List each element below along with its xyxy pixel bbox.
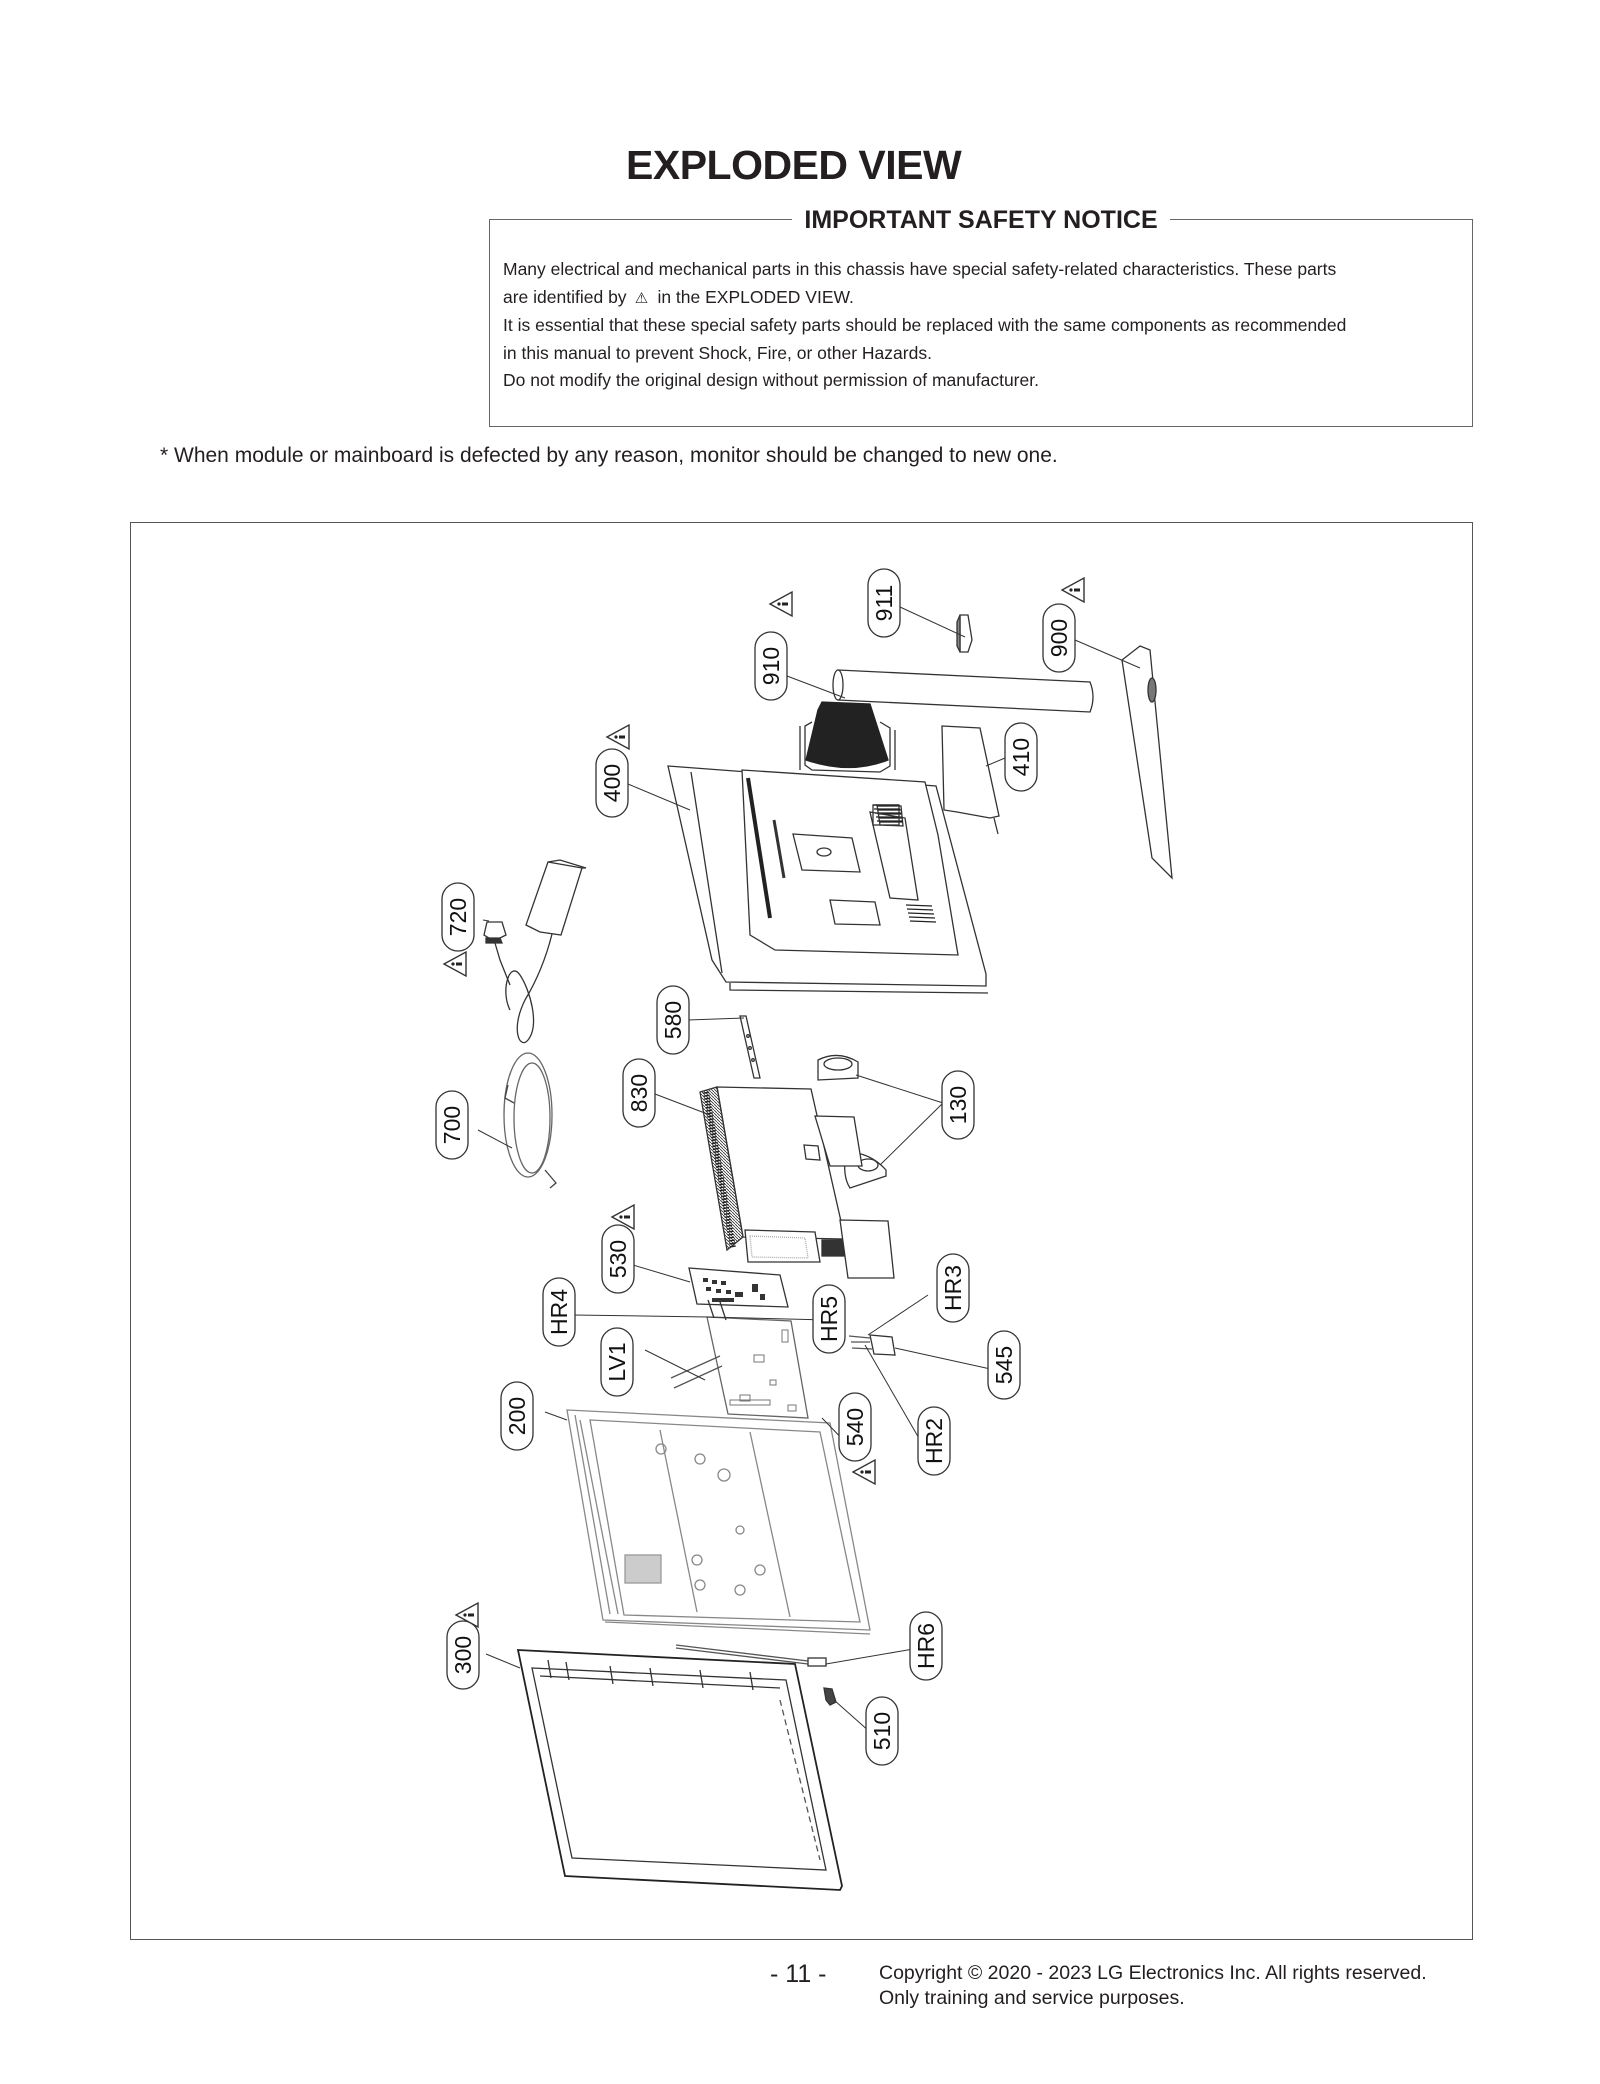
svg-text:910: 910 (758, 646, 784, 686)
lcd-module-part (567, 1407, 870, 1634)
stand-cap-part (957, 615, 972, 652)
callout-lv1 (601, 1328, 633, 1396)
warning-triangle-icon (444, 952, 466, 976)
front-bezel-part (518, 1650, 842, 1890)
callout-545 (988, 1331, 1020, 1399)
svg-text:LV1: LV1 (604, 1342, 630, 1382)
svg-text:545: 545 (991, 1345, 1017, 1385)
notice-line: in this manual to prevent Shock, Fire, or other Hazards. (503, 342, 932, 363)
svg-text:900: 900 (1046, 618, 1072, 658)
callout-540 (839, 1393, 871, 1461)
svg-text:HR2: HR2 (921, 1417, 947, 1465)
svg-text:830: 830 (626, 1073, 652, 1113)
warning-triangle-icon (1062, 578, 1084, 602)
warning-triangle-icon (607, 725, 629, 749)
callout-300 (447, 1621, 479, 1689)
svg-text:300: 300 (450, 1635, 476, 1675)
usage-text: Only training and service purposes. (879, 1987, 1185, 2009)
svg-text:700: 700 (439, 1105, 465, 1145)
callout-910 (755, 632, 787, 700)
svg-text:HR6: HR6 (913, 1622, 939, 1670)
lvds-cable-part (671, 1356, 722, 1388)
svg-text:510: 510 (869, 1711, 895, 1751)
callout-510 (866, 1697, 898, 1765)
callout-830 (623, 1059, 655, 1127)
sensor-board-part (849, 1335, 895, 1355)
back-cover-lid-part (942, 726, 999, 834)
svg-text:200: 200 (504, 1396, 530, 1436)
svg-text:130: 130 (945, 1085, 971, 1125)
page-title: EXPLODED VIEW (626, 142, 962, 188)
power-cord-part (504, 1053, 556, 1188)
callout-hr6 (910, 1612, 942, 1680)
svg-text:410: 410 (1008, 737, 1034, 777)
callout-hr2 (918, 1407, 950, 1475)
callout-410 (1005, 723, 1037, 791)
notice-line: Do not modify the original design without permission of manufacturer. (503, 370, 1039, 390)
callout-hr3 (937, 1254, 969, 1322)
callout-700 (436, 1091, 468, 1159)
warning-triangle-icon: ⚠ (634, 289, 649, 307)
callout-200 (501, 1382, 533, 1450)
notice-text: in the EXPLODED VIEW. (657, 286, 854, 307)
notice-text: are identified by (503, 286, 627, 307)
svg-text:HR3: HR3 (940, 1264, 966, 1312)
svg-text:911: 911 (871, 584, 897, 622)
callout-400 (596, 749, 628, 817)
callout-hr5 (813, 1285, 845, 1353)
callout-hr4 (543, 1278, 575, 1346)
notice-line: It is essential that these special safety parts should be replaced with the same components as recommended (503, 315, 1347, 335)
callout-900 (1043, 604, 1075, 672)
svg-text:720: 720 (445, 897, 471, 937)
notice-line: Many electrical and mechanical parts in this chassis have special safety-related characteristics. These parts (503, 259, 1337, 279)
ir-receiver-part (824, 1688, 836, 1705)
power-board-part (689, 1268, 788, 1307)
warning-triangle-icon (853, 1460, 875, 1484)
warning-triangle-icon (770, 592, 792, 616)
callout-911 (868, 569, 900, 637)
safety-notice-heading: IMPORTANT SAFETY NOTICE (792, 206, 1169, 234)
page-number: - 11 - (770, 1960, 827, 1988)
svg-text:530: 530 (605, 1239, 631, 1279)
stand-base-part (1122, 646, 1172, 878)
callout-530 (602, 1225, 634, 1293)
callout-130 (942, 1071, 974, 1139)
svg-text:540: 540 (842, 1407, 868, 1447)
copyright-footer (879, 1961, 1427, 2011)
callout-580 (657, 986, 689, 1054)
back-cover-part (668, 766, 988, 993)
power-adapter-part (484, 860, 586, 1043)
svg-text:HR5: HR5 (816, 1295, 842, 1343)
svg-text:580: 580 (660, 1000, 686, 1040)
copyright-text: Copyright © 2020 - 2023 LG Electronics Inc. All rights reserved. (879, 1962, 1427, 1984)
svg-text:400: 400 (599, 763, 625, 803)
key-board-part (740, 1016, 760, 1078)
callout-720 (442, 883, 474, 951)
module-replacement-remark: * When module or mainboard is defected by any reason, monitor should be changed to new one. (160, 444, 1058, 467)
svg-text:HR4: HR4 (546, 1288, 572, 1336)
